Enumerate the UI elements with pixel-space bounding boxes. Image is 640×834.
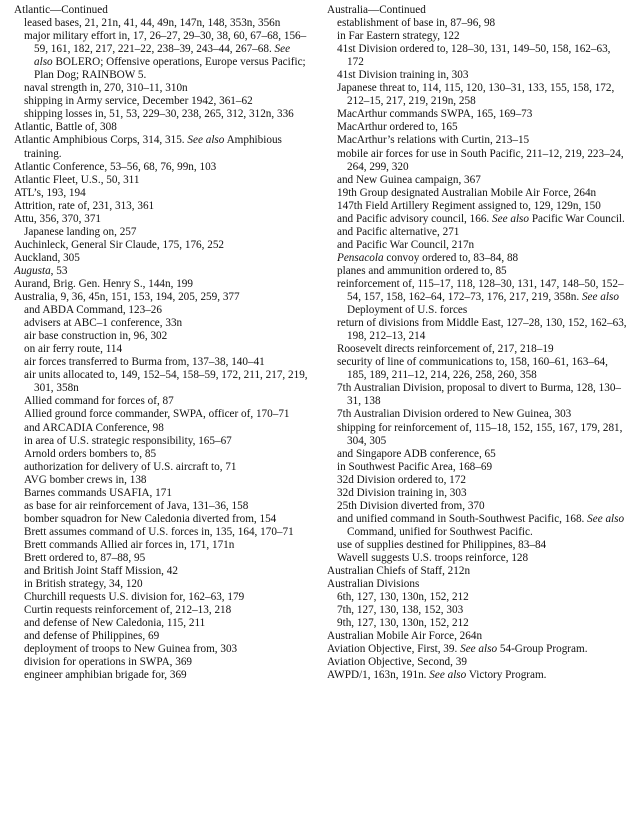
index-subentry [327, 213, 627, 226]
entry-text: Roosevelt directs reinforcement of, 217, 218–19 [337, 343, 554, 356]
entry-text: and unified command in South-Southwest Pacific, 168. [337, 512, 588, 525]
entry-text: deployment of troops to New Guinea from, 303 [24, 643, 238, 656]
index-entry [14, 121, 308, 134]
index-subentry [14, 500, 308, 513]
entry-text: Attu, 356, 370, 371 [14, 212, 102, 225]
entry-text: advisers at ABC–1 conference, 33n [24, 317, 183, 330]
index-subentry [14, 30, 308, 82]
entry-text: See also [187, 134, 225, 147]
entry-text: Aurand, Brig. Gen. Henry S., 144n, 199 [14, 277, 193, 290]
index-subentry [327, 187, 627, 200]
index-subentry [327, 487, 627, 500]
entry-text: Aviation Objective, First, 39. [327, 643, 461, 656]
index-subentry [14, 317, 308, 330]
entry-text: Atlantic Fleet, U.S., 50, 311 [14, 173, 140, 186]
entry-text: in British strategy, 34, 120 [24, 578, 143, 591]
entry-text: in area of U.S. strategic responsibility, 165–67 [24, 434, 232, 447]
entry-text: shipping for reinforcement of, 115–18, 152, 155, 167, 179, 281, 304, 305 [337, 421, 623, 447]
index-subentry [327, 69, 627, 82]
index-subentry [327, 604, 627, 617]
index-subentry [14, 356, 308, 369]
entry-text: Wavell suggests U.S. troops reinforce, 128 [337, 551, 529, 564]
index-subentry [327, 239, 627, 252]
entry-text: Australia, 9, 36, 45n, 151, 153, 194, 205, 259, 377 [14, 291, 240, 304]
index-subentry [327, 148, 627, 174]
entry-text: planes and ammunition ordered to, 85 [337, 264, 507, 277]
entry-text: 9th, 127, 130, 130n, 152, 212 [337, 617, 469, 630]
index-subentry [327, 121, 627, 134]
entry-text: Australia—Continued [327, 4, 426, 16]
entry-text: mobile air forces for use in South Pacific, 211–12, 219, 223–24, 264, 299, 320 [337, 147, 624, 173]
entry-text: 32d Division training in, 303 [337, 486, 467, 499]
entry-text: 19th Group designated Australian Mobile Air Force, 264n [337, 186, 597, 199]
index-subentry [14, 578, 308, 591]
entry-text: 41st Division training in, 303 [337, 69, 469, 82]
entry-text: Amphibious training. [24, 134, 282, 160]
entry-text: Command, unified for Southwest Pacific. [347, 525, 533, 538]
index-subentry [327, 408, 627, 421]
entry-text: 7th Australian Division ordered to New Guinea, 303 [337, 408, 572, 421]
index-subentry [14, 448, 308, 461]
entry-text: Aviation Objective, Second, 39 [327, 656, 467, 669]
index-subentry [327, 617, 627, 630]
entry-text: and ARCADIA Conference, 98 [24, 421, 164, 434]
index-subentry [327, 591, 627, 604]
entry-text: ATL’s, 193, 194 [14, 186, 86, 199]
entry-text: and Pacific War Council, 217n [337, 238, 475, 251]
index-entry [14, 278, 308, 291]
index-entry [327, 630, 627, 643]
index-subentry [14, 617, 308, 630]
entry-text: leased bases, 21, 21n, 41, 44, 49n, 147n, 148, 353n, 356n [24, 17, 281, 30]
index-subentry [14, 369, 308, 395]
index-subentry [14, 82, 308, 95]
index-subentry [14, 408, 308, 421]
index-subentry [14, 343, 308, 356]
index-entry [14, 4, 308, 17]
entry-text: 25th Division diverted from, 370 [337, 499, 485, 512]
entry-text: Curtin requests reinforcement of, 212–13, 218 [24, 604, 232, 617]
entry-text: and Pacific alternative, 271 [337, 225, 460, 238]
index-entry [14, 174, 308, 187]
entry-text: shipping in Army service, December 1942, 361–62 [24, 95, 253, 108]
entry-text: AWPD/1, 163n, 191n. [327, 669, 430, 682]
entry-text: AVG bomber crews in, 138 [24, 473, 147, 486]
entry-text: Attrition, rate of, 231, 313, 361 [14, 199, 155, 212]
entry-text: See also [460, 643, 498, 656]
index-subentry [327, 200, 627, 213]
index-subentry [14, 487, 308, 500]
index-subentry [327, 474, 627, 487]
entry-text: MacArthur commands SWPA, 165, 169–73 [337, 108, 533, 121]
entry-text: use of supplies destined for Philippines, 83–84 [337, 538, 547, 551]
entry-text: Australian Divisions [327, 578, 420, 591]
index-subentry [327, 43, 627, 69]
entry-text: Arnold orders bombers to, 85 [24, 447, 157, 460]
entry-text: on air ferry route, 114 [24, 343, 123, 356]
entry-text: and British Joint Staff Mission, 42 [24, 565, 178, 578]
index-entry [14, 134, 308, 160]
index-entry [14, 265, 308, 278]
index-subentry [14, 643, 308, 656]
entry-text: 7th, 127, 130, 138, 152, 303 [337, 604, 464, 617]
index-subentry [327, 17, 627, 30]
index-entry [14, 187, 308, 200]
index-subentry [14, 591, 308, 604]
entry-text: convoy ordered to, 83–84, 88 [383, 251, 519, 264]
entry-text: return of divisions from Middle East, 127–28, 130, 152, 162–63, 198, 212–13, 214 [337, 317, 627, 343]
index-subentry [327, 134, 627, 147]
entry-text: major military effort in, 17, 26–27, 29–30, 38, 60, 67–68, 156–59, 161, 182, 217, 221–22, 238–39, 243–44, 267–68. [24, 30, 307, 56]
entry-text: and New Guinea campaign, 367 [337, 173, 481, 186]
index-entry [14, 161, 308, 174]
index-subentry [327, 174, 627, 187]
index-entry [14, 291, 308, 304]
entry-text: , 53 [50, 264, 68, 277]
index-subentry [327, 539, 627, 552]
index-subentry [327, 252, 627, 265]
index-entry [327, 578, 627, 591]
entry-text: Atlantic—Continued [14, 4, 108, 16]
index-subentry [14, 474, 308, 487]
index-entry [327, 565, 627, 578]
index-subentry [327, 108, 627, 121]
entry-text: Atlantic Conference, 53–56, 68, 76, 99n, 103 [14, 160, 217, 173]
index-subentry [327, 82, 627, 108]
entry-text: air forces transferred to Burma from, 137–38, 140–41 [24, 356, 265, 369]
entry-text: Allied ground force commander, SWPA, officer of, 170–71 [24, 408, 290, 421]
entry-text: Augusta [14, 264, 51, 277]
entry-text: Brett assumes command of U.S. forces in, 135, 164, 170–71 [24, 525, 294, 538]
entry-text: MacArthur’s relations with Curtin, 213–15 [337, 134, 530, 147]
index-subentry [327, 356, 627, 382]
entry-text: Australian Chiefs of Staff, 212n [327, 565, 471, 578]
index-subentry [327, 278, 627, 317]
entry-text: in Far Eastern strategy, 122 [337, 30, 460, 43]
index-subentry [327, 265, 627, 278]
entry-text: Auckland, 305 [14, 251, 80, 264]
entry-text: engineer amphibian brigade for, 369 [24, 669, 187, 682]
entry-text: bomber squadron for New Caledonia diverted from, 154 [24, 512, 277, 525]
entry-text: as base for air reinforcement of Java, 131–36, 158 [24, 499, 249, 512]
index-subentry [327, 343, 627, 356]
entry-text: and defense of New Caledonia, 115, 211 [24, 617, 206, 630]
index-subentry [14, 395, 308, 408]
index-column-left [14, 4, 308, 682]
index-subentry [14, 435, 308, 448]
index-entry [327, 4, 627, 17]
entry-text: See also [581, 291, 619, 304]
index-subentry [327, 30, 627, 43]
index-subentry [14, 604, 308, 617]
entry-text: Atlantic Amphibious Corps, 314, 315. [14, 134, 188, 147]
entry-text: 7th Australian Division, proposal to divert to Burma, 128, 130–31, 138 [337, 382, 622, 408]
index-subentry [14, 552, 308, 565]
index-subentry [327, 448, 627, 461]
entry-text: Auchinleck, General Sir Claude, 175, 176, 252 [14, 238, 225, 251]
entry-text: Deployment of U.S. forces [347, 304, 468, 317]
index-entry [14, 213, 308, 226]
entry-text: Pacific War Council. [529, 212, 625, 225]
entry-text: 6th, 127, 130, 130n, 152, 212 [337, 591, 469, 604]
index-subentry [14, 226, 308, 239]
entry-text: shipping losses in, 51, 53, 229–30, 238, 265, 312, 312n, 336 [24, 108, 294, 121]
index-subentry [14, 630, 308, 643]
entry-text: and Pacific advisory council, 166. [337, 212, 493, 225]
index-entry [327, 656, 627, 669]
entry-text: division for operations in SWPA, 369 [24, 656, 193, 669]
entry-text: authorization for delivery of U.S. aircraft to, 71 [24, 460, 237, 473]
index-subentry [14, 461, 308, 474]
entry-text: and ABDA Command, 123–26 [24, 304, 162, 317]
index-subentry [14, 526, 308, 539]
index-subentry [327, 513, 627, 539]
entry-text: See also [429, 669, 467, 682]
index-subentry [14, 539, 308, 552]
entry-text: Australian Mobile Air Force, 264n [327, 630, 483, 643]
index-subentry [327, 422, 627, 448]
index-entry [14, 200, 308, 213]
entry-text: 32d Division ordered to, 172 [337, 473, 466, 486]
entry-text: reinforcement of, 115–17, 118, 128–30, 131, 147, 148–50, 152–54, 157, 158, 162–64, 172–73, 176, 217, 219, 358n. [337, 277, 624, 304]
entry-text: See also [587, 512, 625, 525]
entry-text: 41st Division ordered to, 128–30, 131, 149–50, 158, 162–63, 172 [337, 43, 611, 69]
entry-text: Allied command for forces of, 87 [24, 395, 174, 408]
index-entry [14, 252, 308, 265]
entry-text: air base construction in, 96, 302 [24, 330, 168, 343]
entry-text: MacArthur ordered to, 165 [337, 121, 458, 134]
entry-text: establishment of base in, 87–96, 98 [337, 17, 496, 30]
index-subentry [327, 500, 627, 513]
index-entry [14, 239, 308, 252]
entry-text: Brett commands Allied air forces in, 171, 171n [24, 538, 235, 551]
index-subentry [14, 513, 308, 526]
entry-text: Churchill requests U.S. division for, 162–63, 179 [24, 591, 245, 604]
entry-text: 147th Field Artillery Regiment assigned to, 129, 129n, 150 [337, 199, 601, 212]
index-column-right [327, 4, 627, 682]
index-subentry [14, 304, 308, 317]
entry-text: Victory Program. [466, 669, 547, 682]
index-subentry [14, 108, 308, 121]
entry-text: air units allocated to, 149, 152–54, 158–59, 172, 211, 217, 219, 301, 358n [24, 369, 308, 395]
index-subentry [14, 17, 308, 30]
entry-text: and defense of Philippines, 69 [24, 630, 160, 643]
index-subentry [327, 226, 627, 239]
entry-text: 54-Group Program. [497, 643, 588, 656]
entry-text: See also [34, 43, 291, 69]
entry-text: Japanese threat to, 114, 115, 120, 130–31, 133, 155, 158, 172, 212–15, 217, 219, 219n, 258 [337, 82, 615, 108]
index-subentry [14, 330, 308, 343]
entry-text: Barnes commands USAFIA, 171 [24, 486, 172, 499]
entry-text: Pensacola [337, 251, 384, 264]
entry-text: naval strength in, 270, 310–11, 310n [24, 82, 188, 95]
entry-text: Brett ordered to, 87–88, 95 [24, 551, 146, 564]
entry-text: Japanese landing on, 257 [24, 225, 137, 238]
index-entry [327, 669, 627, 682]
entry-text: BOLERO; Offensive operations, Europe versus Pacific; Plan Dog; RAINBOW 5. [34, 56, 306, 82]
entry-text: in Southwest Pacific Area, 168–69 [337, 460, 493, 473]
index-subentry [14, 95, 308, 108]
index-subentry [327, 317, 627, 343]
index-subentry [327, 461, 627, 474]
entry-text: Atlantic, Battle of, 308 [14, 121, 117, 134]
index-subentry [14, 422, 308, 435]
entry-text: See also [492, 212, 530, 225]
index-subentry [327, 552, 627, 565]
entry-text: security of line of communications to, 158, 160–61, 163–64, 185, 189, 211–12, 214, 226, 258, 260, 358 [337, 356, 608, 382]
index-subentry [14, 669, 308, 682]
index-subentry [327, 382, 627, 408]
index-subentry [14, 565, 308, 578]
index-subentry [14, 656, 308, 669]
index-entry [327, 643, 627, 656]
entry-text: and Singapore ADB conference, 65 [337, 447, 496, 460]
